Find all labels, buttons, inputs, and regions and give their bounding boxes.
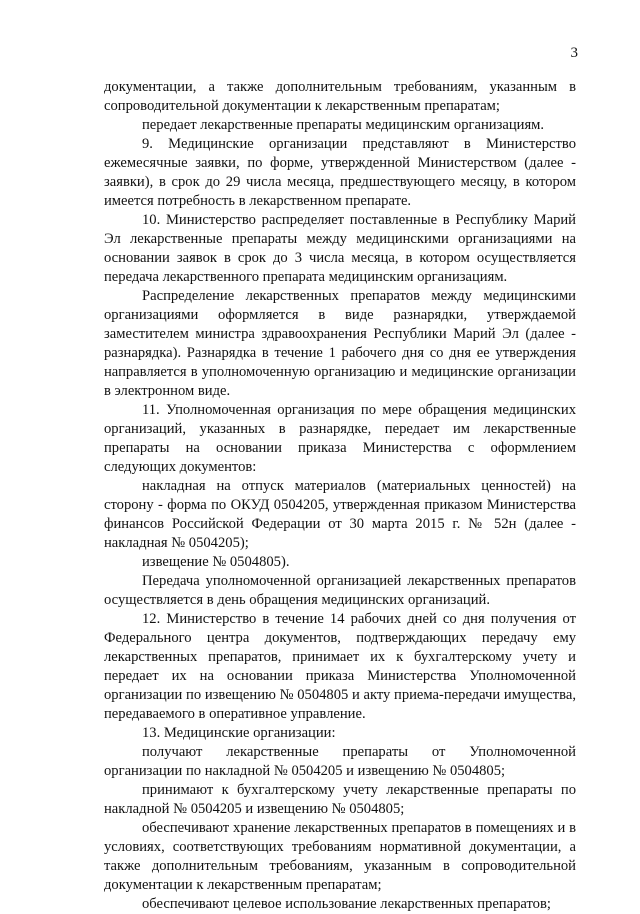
paragraph: обеспечивают целевое использование лекарственных препаратов; <box>142 896 551 912</box>
paragraph: накладная на отпуск материалов (материальных ценностей) на сторону - форма по ОКУД 0504205, утвержденная приказом Министерства финансов Российской Федерации от 30 марта 2015 г. № 52н (далее - накладная № 0504205); <box>104 478 576 551</box>
paragraph: документации, а также дополнительным требованиям, указанным в сопроводительной документации к лекарственным препаратам; <box>104 79 576 114</box>
paragraph: 9. Медицинские организации представляют в Министерство ежемесячные заявки, по форме, утвержденной Министерством (далее - заявки), в срок до 29 числа месяца, предшествующего месяцу, в котором имеется потребность в лекарственном препарате. <box>104 136 576 209</box>
paragraph: получают лекарственные препараты от Уполномоченной организации по накладной № 0504205 и извещению № 0504805; <box>104 744 576 779</box>
paragraph: 13. Медицинские организации: <box>142 725 336 741</box>
paragraph: извещение № 0504805). <box>142 554 290 570</box>
paragraph: принимают к бухгалтерскому учету лекарственные препараты по накладной № 0504205 и извещению № 0504805; <box>104 782 576 817</box>
document-body <box>104 78 576 914</box>
paragraph: 12. Министерство в течение 14 рабочих дней со дня получения от Федерального центра документов, подтверждающих передачу ему лекарственных препаратов, принимает их к бухгалтерскому учету и передает их на основании приказа Министерства Уполномоченной организации по извещению № 0504805 и акту приема-передачи имущества, передаваемого в оперативное управление. <box>104 611 576 722</box>
paragraph: 10. Министерство распределяет поставленные в Республику Марий Эл лекарственные препараты между медицинскими организациями на основании заявок в срок до 3 числа месяца, в котором осуществляется передача лекарственного препарата медицинским организациям. <box>104 212 576 285</box>
paragraph: Распределение лекарственных препаратов между медицинскими организациями оформляется в виде разнарядки, утверждаемой заместителем министра здравоохранения Республики Марий Эл (далее - разнарядка). Разнарядка в течение 1 рабочего дня со дня ее утверждения направляется в уполномоченную организацию и медицинские организации в электронном виде. <box>104 288 576 399</box>
paragraph: передает лекарственные препараты медицинским организациям. <box>142 117 545 133</box>
page-number: 3 <box>570 45 578 61</box>
paragraph: 11. Уполномоченная организация по мере обращения медицинских организаций, указанных в разнарядке, передает им лекарственные препараты на основании приказа Министерства с оформлением следующих документов: <box>104 402 576 475</box>
paragraph: Передача уполномоченной организацией лекарственных препаратов осуществляется в день обращения медицинских организаций. <box>104 573 576 608</box>
paragraph: обеспечивают хранение лекарственных препаратов в помещениях и в условиях, соответствующих требованиям нормативной документации, а также дополнительным требованиям, указанным в сопроводительной документации к лекарственным препаратам; <box>104 820 576 893</box>
